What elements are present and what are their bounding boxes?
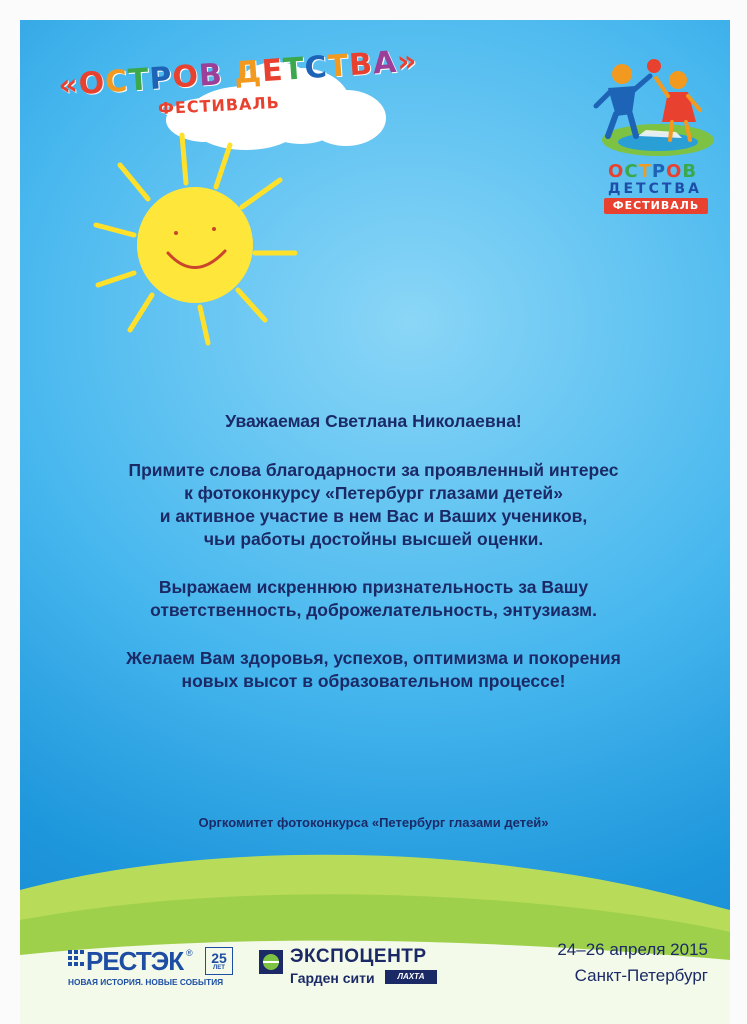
sun-illustration bbox=[90, 125, 320, 355]
text-line: новых высот в образовательном процессе! bbox=[181, 671, 566, 691]
expocentre-subtitle: Гарден сити bbox=[290, 970, 375, 986]
event-city: Санкт-Петербург bbox=[574, 966, 708, 985]
logo-letter: О bbox=[77, 65, 107, 103]
expocentre-name: ЭКСПОЦЕНТР bbox=[290, 946, 427, 967]
expocentre-icon bbox=[259, 950, 283, 974]
children-playing-icon bbox=[586, 56, 726, 161]
logo-letter: В bbox=[347, 46, 375, 84]
paragraph-gratitude bbox=[60, 459, 687, 551]
text-line: чьи работы достойны высшей оценки. bbox=[203, 529, 544, 549]
text-line: Выражаем искреннюю признательность за Вашу bbox=[158, 577, 589, 597]
logo-letter: А bbox=[371, 44, 399, 82]
logo-letter: Р bbox=[651, 161, 667, 182]
restek-name: РЕСТЭК bbox=[86, 946, 184, 976]
logo-letter: О bbox=[171, 58, 201, 96]
letter-body bbox=[60, 410, 687, 693]
corner-logo-badge: ФЕСТИВАЛЬ bbox=[604, 198, 708, 214]
text-line: Примите слова благодарности за проявленный интерес bbox=[128, 460, 619, 480]
logo-letter: С bbox=[624, 161, 639, 182]
logo-letter: С bbox=[104, 63, 130, 101]
expocentre-badge: ЛАХТА bbox=[385, 970, 437, 984]
salutation: Уважаемая Светлана Николаевна! bbox=[225, 411, 522, 431]
corner-logo-subtitle: ДЕТСТВА bbox=[608, 181, 702, 197]
logo-letter: Т bbox=[638, 161, 652, 182]
logo-letter: В bbox=[197, 57, 225, 94]
logo-letter: Т bbox=[282, 51, 306, 88]
restek-tagline: НОВАЯ ИСТОРИЯ. НОВЫЕ СОБЫТИЯ bbox=[68, 977, 224, 987]
logo-letter: О bbox=[608, 161, 625, 182]
logo-letter: С bbox=[303, 49, 329, 87]
corner-festival-logo bbox=[586, 56, 726, 216]
logo-letter: » bbox=[395, 43, 419, 80]
logo-letter: О bbox=[666, 161, 683, 182]
restek-registered-mark: ® bbox=[186, 948, 193, 958]
logo-letter: Т bbox=[326, 48, 351, 85]
text-line: ответственность, доброжелательность, энтузиазм. bbox=[150, 600, 597, 620]
logo-letter: Р bbox=[148, 60, 174, 98]
logo-letter: Е bbox=[260, 52, 285, 90]
paragraph-wishes bbox=[60, 647, 687, 693]
logo-letter: Т bbox=[126, 62, 151, 99]
text-line: Желаем Вам здоровья, успехов, оптимизма и покорения bbox=[126, 648, 621, 668]
text-line: к фотоконкурсу «Петербург глазами детей» bbox=[184, 483, 563, 503]
festival-logo bbox=[38, 43, 419, 134]
restek-years: 25 bbox=[211, 950, 227, 966]
paragraph-appreciation bbox=[60, 576, 687, 622]
restek-grid-icon bbox=[68, 950, 84, 970]
text-line: и активное участие в нем Вас и Ваших учеников, bbox=[159, 506, 588, 526]
event-dates: 24–26 апреля 2015 bbox=[557, 940, 708, 959]
logo-letter: В bbox=[682, 161, 698, 182]
festival-logo-subtitle: ФЕСТИВАЛЬ bbox=[157, 92, 281, 119]
restek-years-label: ЛЕТ bbox=[213, 965, 225, 971]
signature: Оргкомитет фотоконкурса «Петербург глазами детей» bbox=[198, 815, 549, 830]
restek-anniversary-badge bbox=[205, 947, 233, 975]
corner-logo-title bbox=[608, 161, 697, 182]
logo-letter: « bbox=[57, 67, 81, 104]
logo-letter: Д bbox=[233, 54, 264, 92]
